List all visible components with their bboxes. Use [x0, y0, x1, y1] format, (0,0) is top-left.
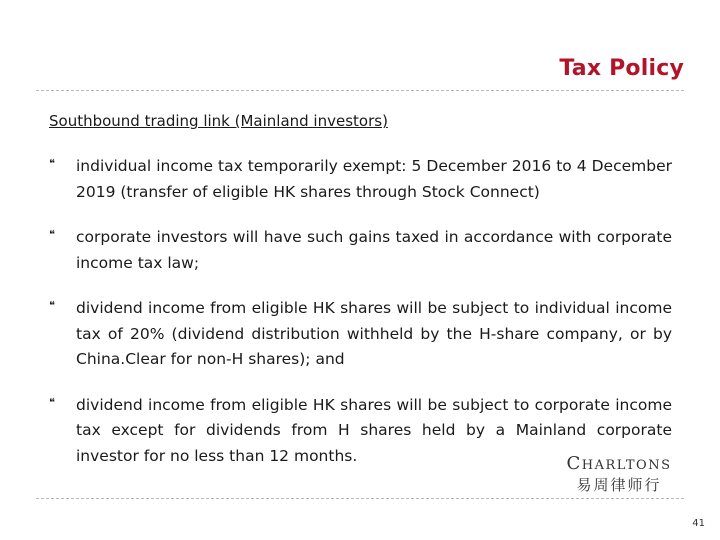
bullet-marker-icon: ❝ [49, 228, 55, 241]
logo-chinese-name: 易周律师行 [576, 476, 662, 494]
bullet-list [49, 154, 672, 489]
logo-name: Charltons [566, 453, 672, 474]
bullet-item-1 [49, 154, 672, 205]
charltons-logo [556, 453, 682, 497]
bullet-text-1: individual income tax temporarily exempt: 5 December 2016 to 4 December 2019 (transfer of eligible HK shares through Stock Connect) [76, 157, 672, 201]
slide-title: Tax Policy [559, 56, 684, 81]
bullet-marker-icon: ❝ [49, 157, 55, 170]
bullet-text-4: dividend income from eligible HK shares will be subject to corporate income tax except for dividends from H shares held by a Mainland corporate investor for no less than 12 months. [76, 395, 672, 465]
bullet-item-3 [49, 296, 672, 373]
section-subtitle: Southbound trading link (Mainland investors) [49, 112, 388, 130]
bottom-divider [36, 498, 684, 499]
bullet-text-3: dividend income from eligible HK shares will be subject to individual income tax of 20% (dividend distribution withheld by the H-share company, or by China.Clear for non-H shares); and [76, 299, 672, 368]
top-divider [36, 90, 684, 91]
page-number: 41 [692, 518, 705, 529]
bullet-marker-icon: ❝ [49, 395, 55, 409]
bullet-text-2: corporate investors will have such gains taxed in accordance with corporate income tax law; [76, 228, 672, 272]
bullet-item-2 [49, 225, 672, 276]
bullet-marker-icon: ❝ [49, 299, 55, 312]
